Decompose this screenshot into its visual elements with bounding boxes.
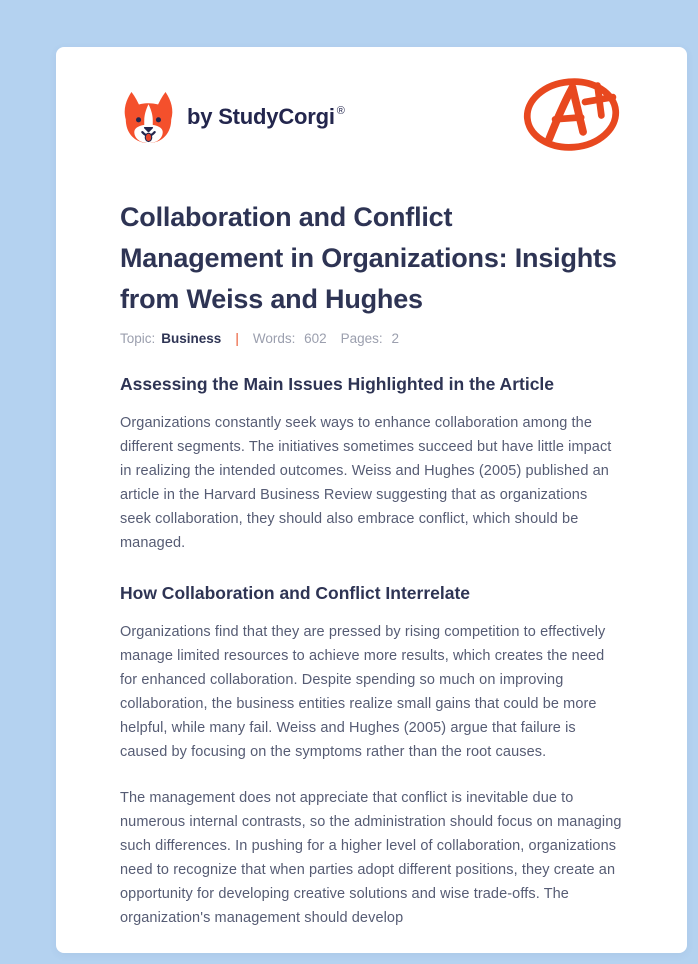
meta-separator: | bbox=[235, 331, 239, 346]
document-card bbox=[56, 47, 687, 953]
article-meta bbox=[120, 331, 622, 346]
words-value: 602 bbox=[304, 331, 327, 346]
header bbox=[120, 71, 622, 163]
section-heading: Assessing the Main Issues Highlighted in the Article bbox=[120, 374, 555, 394]
paragraph: The management does not appreciate that conflict is inevitable due to numerous internal contrasts, so the administration should focus on managing such differences. In pushing for a higher level of collaboration, organizations need to recognize that when parties adopt different positions, they create an opportunity for developing creative solutions and wise trade-offs. The organization's management should develop bbox=[120, 790, 622, 926]
words-count bbox=[253, 331, 327, 346]
topic-label: Topic: bbox=[120, 331, 156, 346]
pages-label: Pages: bbox=[340, 331, 383, 346]
a-plus-icon bbox=[521, 75, 622, 154]
section-heading: How Collaboration and Conflict Interrelate bbox=[120, 583, 471, 603]
paragraph: Organizations constantly seek ways to enhance collaboration among the different segments. The initiatives sometimes succeed but have little impact in realizing the intended outcomes. Weiss and Hughes (2005) published an article in the Harvard Business Review suggesting that as organizations seek collaboration, they should also embrace conflict, which should be managed. bbox=[120, 415, 612, 551]
paragraph: Organizations find that they are pressed by rising competition to effectively manage limited resources to achieve more results, which creates the need for enhanced collaboration. Despite spending so much on improving collaboration, the business entities realize small gains that could be more helpful, while many fail. Weiss and Hughes (2005) argue that failure is caused by focusing on the symptoms rather than the root causes. bbox=[120, 624, 606, 760]
brand-text bbox=[187, 104, 345, 130]
pages-count bbox=[341, 331, 399, 346]
registered-mark: ® bbox=[336, 105, 345, 117]
section-main-issues bbox=[120, 373, 622, 555]
brand-name: StudyCorgi bbox=[218, 104, 335, 129]
words-label: Words: bbox=[252, 331, 296, 346]
topic-link[interactable]: Business bbox=[161, 331, 222, 346]
article-title: Collaboration and Conflict Management in Organizations: Insights from Weiss and Hughes bbox=[120, 202, 617, 314]
corgi-icon bbox=[120, 91, 177, 144]
brand bbox=[120, 91, 345, 144]
brand-prefix: by bbox=[187, 104, 213, 129]
pages-value: 2 bbox=[391, 331, 399, 346]
section-interrelate bbox=[120, 582, 622, 930]
